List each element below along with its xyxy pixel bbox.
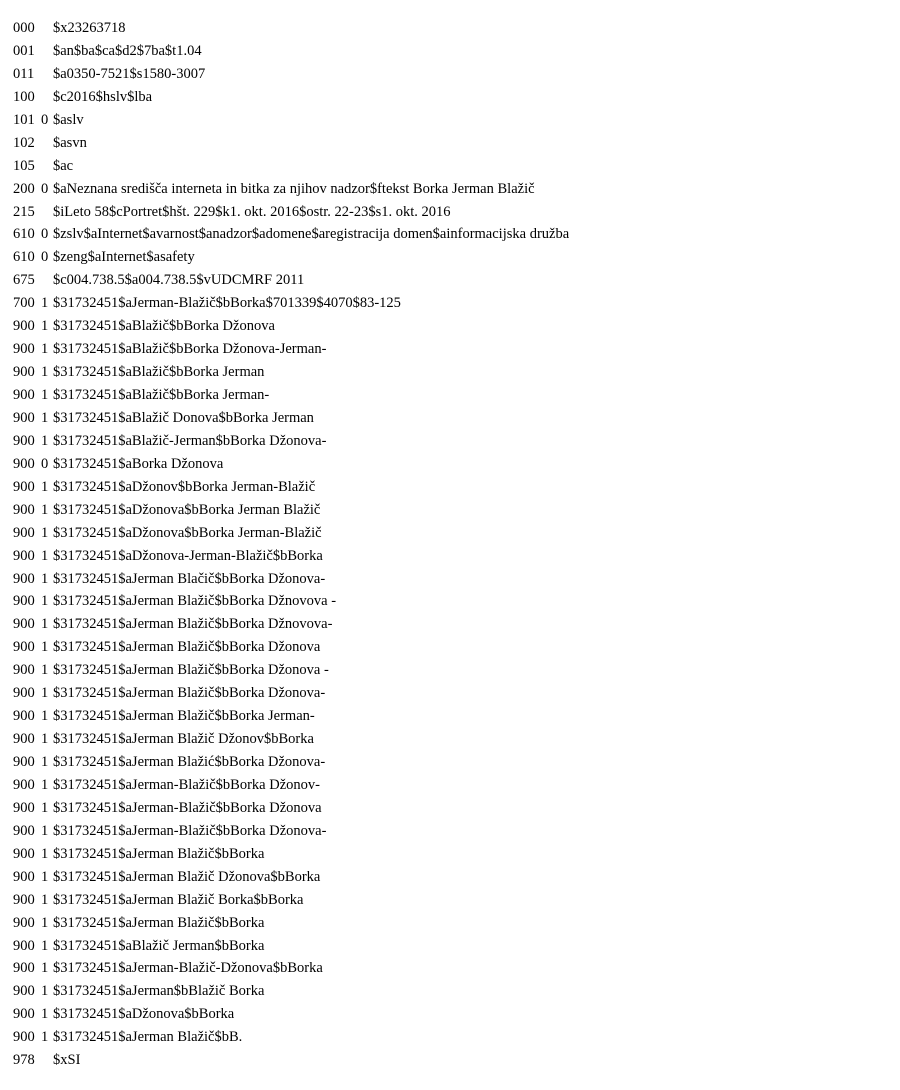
record-field-row [13,361,569,384]
field-value: $31732451$aDžonova$bBorka Jerman-Blažič [53,524,322,541]
field-tag: 900 [13,1006,35,1023]
field-value: $31732451$aJerman-Blažič$bBorka Džonova [53,799,322,816]
field-tag: 900 [13,799,35,816]
field-value: $31732451$aBlažič$bBorka Džonova-Jerman- [53,341,327,358]
field-tag: 610 [13,249,35,266]
field-indicator: 1 [41,776,49,793]
record-field-row [13,292,569,315]
field-indicator: 1 [41,501,49,518]
field-tag: 900 [13,547,35,564]
record-field-row [13,820,569,843]
field-tag: 900 [13,387,35,403]
record-field-row [13,453,569,476]
field-value: $c004.738.5$a004.738.5$vUDCMRF 2011 [53,272,305,289]
field-value: $31732451$aJerman Blažič Borka$bBorka [53,891,304,908]
record-field-row [13,590,569,613]
field-value: $31732451$aJerman Blažič$bBorka Džonova [53,639,321,656]
record-field-row [13,86,569,109]
field-indicator: 1 [41,295,49,312]
field-value: $31732451$aBlažič-Jerman$bBorka Džonova- [53,432,327,449]
field-value: $31732451$aJerman Blažič$bB. [53,1029,243,1046]
field-value: $31732451$aJerman-Blažič$bBorka Džonova- [53,822,327,839]
field-indicator: 1 [41,1029,49,1046]
record-field-row [13,201,569,224]
field-indicator: 1 [41,409,49,426]
record-field-row [13,774,569,797]
field-value: $iLeto 58$cPortret$hšt. 229$k1. okt. 2016$ostr. 22-23$s1. okt. 2016 [53,203,451,220]
field-value: $31732451$aDžonova$bBorka Jerman Blažič [53,501,321,518]
field-tag: 900 [13,891,35,908]
record-field-row [13,705,569,728]
record-field-row [13,751,569,774]
record-field-row [13,843,569,866]
field-tag: 900 [13,364,35,381]
field-indicator: 0 [41,180,49,197]
record-field-row [13,315,569,338]
field-indicator: 1 [41,845,49,862]
field-value: $x23263718 [53,20,126,36]
record-field-row [13,613,569,636]
field-tag: 102 [13,134,35,151]
field-value: $asvn [53,134,87,151]
field-indicator: 1 [41,593,49,610]
record-field-row [13,957,569,980]
field-value: $31732451$aJerman Blažič$bBorka Džnovova - [53,593,337,610]
record-field-row [13,384,569,407]
field-value: $31732451$aJerman Blažič$bBorka Džnovova- [53,616,333,633]
field-tag: 900 [13,1029,35,1046]
field-tag: 900 [13,754,35,770]
field-indicator: 1 [41,318,49,335]
field-value: $31732451$aBlažič Jerman$bBorka [53,937,265,954]
record-field-row [13,866,569,889]
field-indicator: 1 [41,570,49,587]
field-tag: 000 [13,20,35,36]
field-indicator: 1 [41,387,49,403]
record-field-row [13,63,569,86]
record-field-row [13,430,569,453]
field-indicator: 1 [41,341,49,358]
record-field-row [13,476,569,499]
field-tag: 200 [13,180,35,197]
field-indicator: 1 [41,960,49,977]
field-indicator: 1 [41,685,49,702]
field-indicator: 0 [41,249,49,266]
field-indicator: 1 [41,983,49,1000]
field-tag: 900 [13,616,35,633]
field-value: $31732451$aDžonova$bBorka [53,1006,235,1023]
field-value: $31732451$aJerman Blažić$bBorka Džonova- [53,754,326,770]
field-tag: 900 [13,318,35,335]
record-field-row [13,636,569,659]
record-field-row [13,545,569,568]
field-indicator: 1 [41,754,49,770]
record-field-row [13,568,569,591]
field-value: $ac [53,157,74,174]
field-tag: 001 [13,42,35,59]
field-indicator: 0 [41,455,49,472]
field-tag: 610 [13,226,35,243]
record-field-row [13,338,569,361]
field-value: $31732451$aJerman$bBlažič Borka [53,983,265,1000]
field-value: $31732451$aBlažič$bBorka Džonova [53,318,275,335]
field-tag: 105 [13,157,35,174]
field-tag: 900 [13,639,35,656]
field-value: $31732451$aBorka Džonova [53,455,224,472]
record-field-row [13,1049,569,1072]
field-tag: 900 [13,960,35,977]
field-indicator: 1 [41,639,49,656]
field-value: $zslv$aInternet$avarnost$anadzor$adomene$aregistracija domen$ainformacijska družba [53,226,570,243]
marc-record [13,17,569,1072]
record-field-row [13,17,569,40]
field-value: $31732451$aJerman Blažič$bBorka [53,845,265,862]
field-value: $31732451$aBlažič$bBorka Jerman- [53,387,270,403]
field-indicator: 1 [41,616,49,633]
field-indicator: 0 [41,226,49,243]
record-field-row [13,935,569,958]
field-value: $c2016$hslv$lba [53,88,153,105]
field-value: $31732451$aJerman Blažič Džonov$bBorka [53,731,314,748]
field-indicator: 1 [41,1006,49,1023]
field-value: $xSI [53,1052,81,1069]
record-field-row [13,269,569,292]
field-indicator: 1 [41,914,49,931]
field-indicator: 0 [41,111,49,128]
field-tag: 900 [13,455,35,472]
record-field-row [13,407,569,430]
field-tag: 215 [13,203,35,220]
record-field-row [13,155,569,178]
record-field-row [13,178,569,201]
field-indicator: 1 [41,822,49,839]
field-tag: 900 [13,914,35,931]
field-tag: 900 [13,983,35,1000]
field-tag: 900 [13,593,35,610]
field-value: $an$ba$ca$d2$7ba$t1.04 [53,42,202,59]
field-value: $aslv [53,111,84,128]
record-field-row [13,980,569,1003]
field-value: $31732451$aJerman Blažič Džonova$bBorka [53,868,321,885]
field-tag: 900 [13,524,35,541]
field-tag: 900 [13,662,35,679]
field-value: $31732451$aJerman-Blažič$bBorka Džonov- [53,776,320,793]
field-value: $zeng$aInternet$asafety [53,249,195,266]
record-field-row [13,109,569,132]
field-value: $31732451$aDžonova-Jerman-Blažič$bBorka [53,547,323,564]
field-indicator: 1 [41,731,49,748]
record-field-row [13,728,569,751]
field-tag: 900 [13,501,35,518]
record-field-row [13,682,569,705]
field-value: $31732451$aJerman Blačič$bBorka Džonova- [53,570,326,587]
record-field-row [13,659,569,682]
field-value: $31732451$aBlažič Donova$bBorka Jerman [53,409,314,426]
record-field-row [13,889,569,912]
field-value: $31732451$aJerman Blažič$bBorka Jerman- [53,708,315,725]
field-tag: 900 [13,570,35,587]
field-tag: 011 [13,65,35,82]
field-tag: 900 [13,868,35,885]
field-indicator: 1 [41,799,49,816]
field-value: $31732451$aJerman Blažič$bBorka Džonova- [53,685,326,702]
field-tag: 900 [13,822,35,839]
field-tag: 700 [13,295,35,312]
field-tag: 900 [13,685,35,702]
field-tag: 900 [13,845,35,862]
record-field-row [13,1026,569,1049]
field-tag: 900 [13,937,35,954]
field-value: $31732451$aJerman-Blažič$bBorka$701339$4070$83-125 [53,295,401,312]
field-tag: 675 [13,272,35,289]
field-tag: 101 [13,111,35,128]
field-tag: 900 [13,341,35,358]
record-field-row [13,223,569,246]
field-value: $a0350-7521$s1580-3007 [53,65,206,82]
field-indicator: 1 [41,708,49,725]
field-indicator: 1 [41,547,49,564]
field-value: $31732451$aJerman Blažič$bBorka Džonova - [53,662,329,679]
field-indicator: 1 [41,937,49,954]
record-field-row [13,797,569,820]
field-value: $31732451$aDžonov$bBorka Jerman-Blažič [53,478,316,495]
field-indicator: 1 [41,478,49,495]
field-indicator: 1 [41,432,49,449]
field-value: $31732451$aJerman Blažič$bBorka [53,914,265,931]
record-field-row [13,912,569,935]
record-field-row [13,1003,569,1026]
field-indicator: 1 [41,868,49,885]
field-tag: 978 [13,1052,35,1069]
record-field-row [13,499,569,522]
field-indicator: 1 [41,891,49,908]
field-value: $aNeznana središča interneta in bitka za njihov nadzor$ftekst Borka Jerman Blažič [53,180,535,197]
field-value: $31732451$aBlažič$bBorka Jerman [53,364,265,381]
record-field-row [13,522,569,545]
field-tag: 900 [13,708,35,725]
record-field-row [13,132,569,155]
field-value: $31732451$aJerman-Blažič-Džonova$bBorka [53,960,323,977]
field-tag: 900 [13,776,35,793]
field-indicator: 1 [41,662,49,679]
field-tag: 900 [13,478,35,495]
field-indicator: 1 [41,364,49,381]
field-tag: 900 [13,731,35,748]
field-tag: 900 [13,432,35,449]
record-field-row [13,40,569,63]
record-field-row [13,246,569,269]
field-indicator: 1 [41,524,49,541]
field-tag: 100 [13,88,35,105]
field-tag: 900 [13,409,35,426]
